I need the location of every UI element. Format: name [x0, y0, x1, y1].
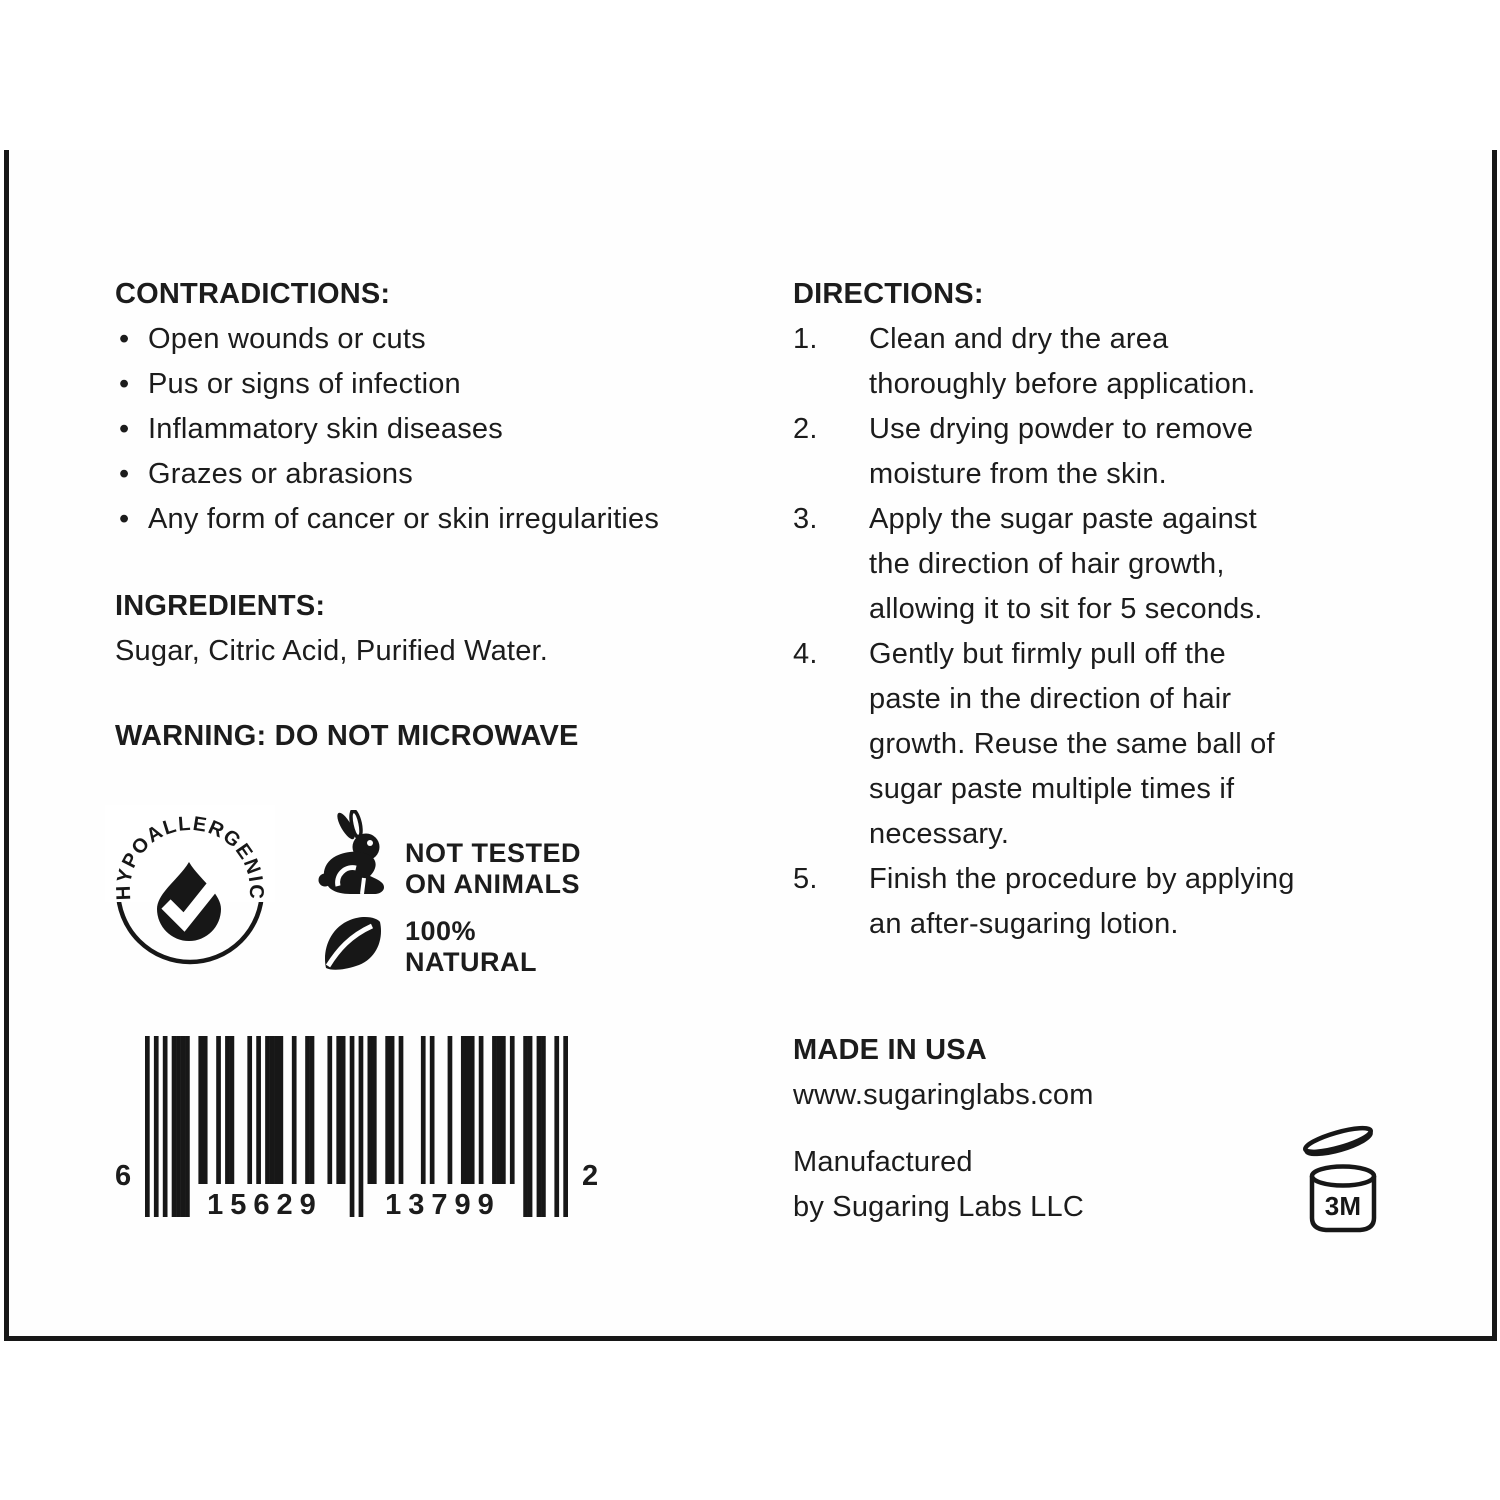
- made-in-usa-text: MADE IN USA: [793, 1034, 987, 1066]
- leaf-icon: [320, 912, 384, 972]
- direction-step: [793, 857, 1413, 947]
- contradiction-item: • Grazes or abrasions: [115, 452, 795, 497]
- ingredients-heading: INGREDIENTS:: [115, 590, 326, 622]
- direction-step: [793, 407, 1413, 497]
- direction-step: [793, 632, 1413, 857]
- origin-section: [793, 1028, 1413, 1118]
- contradiction-item: • Pus or signs of infection: [115, 362, 795, 407]
- step-text: Use drying powder to remove moisture from the skin.: [869, 413, 1254, 490]
- warning-text: WARNING: DO NOT MICROWAVE: [115, 720, 579, 752]
- directions-section: [793, 272, 1413, 947]
- step-number: 3.: [793, 503, 818, 535]
- pao-3m-label: 3M: [1324, 1191, 1362, 1221]
- directions-heading: DIRECTIONS:: [793, 278, 984, 310]
- natural-label: 100% NATURAL: [405, 916, 537, 977]
- manufactured-line1: Manufactured: [793, 1146, 973, 1178]
- website-text: www.sugaringlabs.com: [793, 1079, 1094, 1111]
- pao-3m-jar-icon: [1293, 1118, 1393, 1243]
- manufactured-line2: by Sugaring Labs LLC: [793, 1191, 1084, 1223]
- hypoallergenic-label: HYPOALLERGENIC: [112, 812, 268, 901]
- direction-step: [793, 317, 1413, 407]
- step-text: Gently but firmly pull off the paste in the direction of hair growth. Reuse the same ball of sugar paste multiple times if necessary.: [869, 638, 1275, 850]
- barcode-digit-right: 2: [582, 1160, 599, 1192]
- barcode-digits-group2: 13799: [385, 1189, 501, 1221]
- step-text: Clean and dry the area thoroughly before application.: [869, 323, 1256, 400]
- contradictions-section: [115, 272, 795, 542]
- contradiction-item: • Inflammatory skin diseases: [115, 407, 795, 452]
- contradiction-item: • Any form of cancer or skin irregularities: [115, 497, 795, 542]
- step-text: Apply the sugar paste against the direction of hair growth, allowing it to sit for 5 seconds.: [869, 503, 1263, 625]
- not-tested-label: NOT TESTED ON ANIMALS: [405, 838, 582, 899]
- direction-step: [793, 497, 1413, 632]
- barcode: [115, 1036, 599, 1231]
- barcode-digit-left: 6: [115, 1160, 132, 1192]
- step-text: Finish the procedure by applying an after-sugaring lotion.: [869, 863, 1295, 940]
- contradiction-item: • Open wounds or cuts: [115, 317, 795, 362]
- step-number: 5.: [793, 863, 818, 895]
- ingredients-text: Sugar, Citric Acid, Purified Water.: [115, 635, 549, 667]
- hypoallergenic-badge: [105, 805, 275, 975]
- step-number: 4.: [793, 638, 818, 670]
- step-number: 2.: [793, 413, 818, 445]
- rabbit-icon: [316, 810, 390, 894]
- contradictions-list: [115, 317, 795, 542]
- step-number: 1.: [793, 323, 818, 355]
- directions-list: [793, 317, 1413, 947]
- barcode-digits-group1: 15629: [207, 1189, 323, 1221]
- contradictions-heading: CONTRADICTIONS:: [115, 278, 391, 310]
- ingredients-section: [115, 584, 795, 674]
